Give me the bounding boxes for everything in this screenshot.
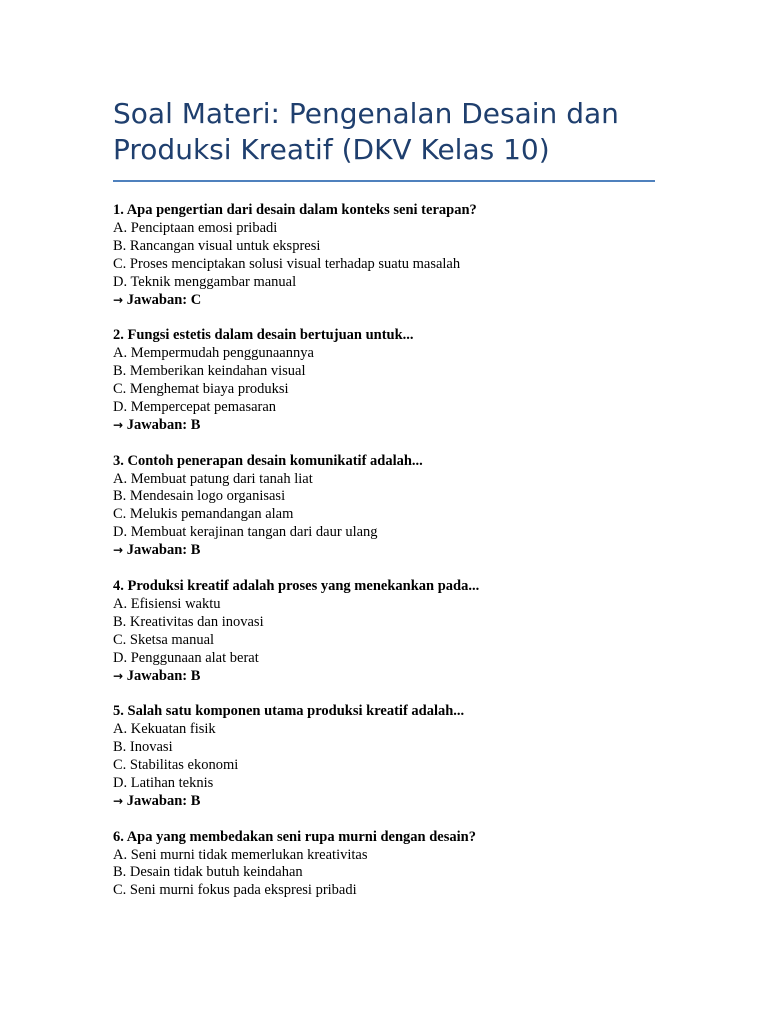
answer-text: Jawaban: C <box>126 291 202 308</box>
arrow-right-icon: → <box>113 793 124 808</box>
option-a: A. Membuat patung dari tanah liat <box>113 470 313 487</box>
question-text: 4. Produksi kreatif adalah proses yang menekankan pada... <box>113 577 480 594</box>
arrow-right-icon: → <box>113 292 124 307</box>
question-text: 6. Apa yang membedakan seni rupa murni dengan desain? <box>113 828 476 845</box>
question-4 <box>113 578 658 685</box>
question-5 <box>113 703 658 810</box>
answer-line <box>113 793 658 811</box>
option-a: A. Seni murni tidak memerlukan kreativitas <box>113 846 368 863</box>
title-divider <box>113 180 655 182</box>
question-1 <box>113 202 658 309</box>
option-b: B. Desain tidak butuh keindahan <box>113 864 303 881</box>
arrow-right-icon: → <box>113 668 124 683</box>
option-d: D. Mempercepat pemasaran <box>113 398 277 415</box>
option-c: C. Sketsa manual <box>113 631 215 648</box>
answer-text: Jawaban: B <box>126 542 201 559</box>
question-text: 5. Salah satu komponen utama produksi kreatif adalah... <box>113 703 465 720</box>
option-b: B. Memberikan keindahan visual <box>113 363 306 380</box>
answer-text: Jawaban: B <box>126 792 201 809</box>
option-c: C. Melukis pemandangan alam <box>113 506 294 523</box>
option-b: B. Rancangan visual untuk ekspresi <box>113 237 321 254</box>
answer-text: Jawaban: B <box>126 667 201 684</box>
question-list <box>113 202 658 900</box>
option-a: A. Efisiensi waktu <box>113 595 221 612</box>
question-text: 3. Contoh penerapan desain komunikatif adalah... <box>113 452 423 469</box>
answer-line <box>113 542 658 560</box>
option-c: C. Proses menciptakan solusi visual terhadap suatu masalah <box>113 255 461 272</box>
option-a: A. Penciptaan emosi pribadi <box>113 219 278 236</box>
option-a: A. Kekuatan fisik <box>113 721 216 738</box>
option-b: B. Inovasi <box>113 739 173 756</box>
option-c: C. Seni murni fokus pada ekspresi pribadi <box>113 882 357 899</box>
option-c: C. Stabilitas ekonomi <box>113 757 239 774</box>
document-title: Soal Materi: Pengenalan Desain dan Produksi Kreatif (DKV Kelas 10) <box>113 97 619 166</box>
question-text: 2. Fungsi estetis dalam desain bertujuan untuk... <box>113 327 414 344</box>
option-d: D. Teknik menggambar manual <box>113 273 297 290</box>
option-b: B. Mendesain logo organisasi <box>113 488 286 505</box>
question-2 <box>113 327 658 434</box>
question-text: 1. Apa pengertian dari desain dalam konteks seni terapan? <box>113 202 477 218</box>
option-b: B. Kreativitas dan inovasi <box>113 613 264 630</box>
question-3 <box>113 453 658 560</box>
answer-line <box>113 292 658 310</box>
option-a: A. Mempermudah penggunaannya <box>113 345 314 362</box>
document-page <box>113 96 658 918</box>
option-d: D. Latihan teknis <box>113 774 214 791</box>
question-6 <box>113 829 658 901</box>
arrow-right-icon: → <box>113 417 124 432</box>
option-d: D. Penggunaan alat berat <box>113 649 259 666</box>
option-c: C. Menghemat biaya produksi <box>113 381 289 398</box>
answer-text: Jawaban: B <box>126 416 201 433</box>
answer-line <box>113 417 658 435</box>
option-d: D. Membuat kerajinan tangan dari daur ulang <box>113 524 378 541</box>
arrow-right-icon: → <box>113 543 124 558</box>
answer-line <box>113 668 658 686</box>
